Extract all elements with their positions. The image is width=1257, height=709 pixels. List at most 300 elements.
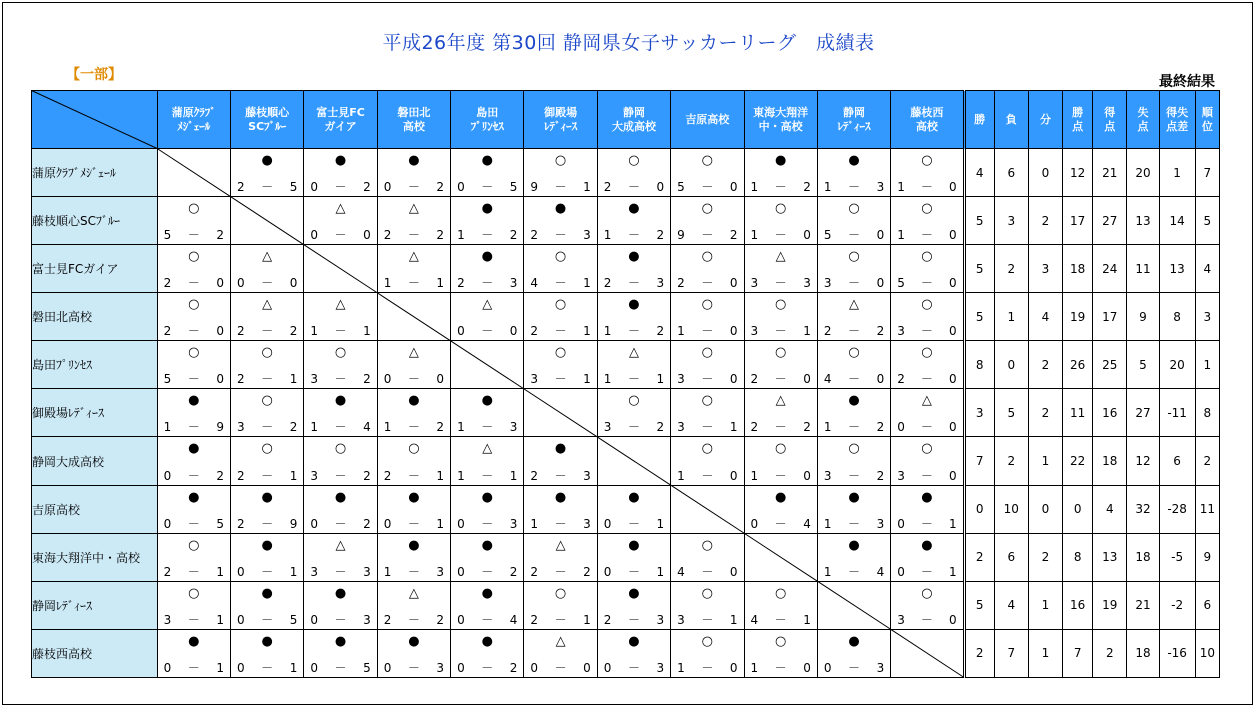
- match-score: [897, 420, 956, 434]
- team-header-line1: 吉原高校: [685, 112, 730, 126]
- stat-value-cell: 1: [1195, 341, 1219, 389]
- score-separator: －: [920, 276, 933, 291]
- match-score: [604, 613, 664, 627]
- result-mark-icon: ●: [554, 201, 567, 217]
- score-separator: －: [920, 516, 933, 531]
- match-result-cell: [230, 581, 303, 629]
- goals-against: 2: [216, 468, 224, 483]
- result-mark-icon: ○: [188, 297, 200, 313]
- goals-for: 2: [530, 324, 539, 339]
- score-separator: －: [334, 180, 347, 195]
- goals-for: 4: [530, 276, 539, 291]
- team-column-header: [524, 91, 597, 149]
- match-result-cell: [304, 149, 377, 197]
- goals-for: 0: [457, 180, 465, 195]
- goals-for: 4: [677, 564, 685, 579]
- match-result-cell: [671, 341, 744, 389]
- result-mark-icon: ○: [334, 441, 347, 457]
- stat-value-cell: 0: [1028, 149, 1062, 197]
- match-score: [604, 565, 664, 579]
- stat-header-line2: 点: [1137, 119, 1149, 133]
- result-mark-icon: △: [482, 297, 493, 313]
- goals-against: 2: [656, 324, 665, 339]
- match-score: [677, 613, 737, 627]
- match-score: [897, 228, 956, 242]
- goals-against: 0: [436, 372, 445, 387]
- score-separator: －: [481, 661, 494, 675]
- goals-against: 5: [509, 180, 518, 195]
- result-mark-icon: ○: [848, 201, 860, 217]
- result-mark-icon: ●: [628, 249, 640, 265]
- match-score: [310, 420, 370, 434]
- match-score: [384, 372, 444, 386]
- team-column-header: [377, 91, 450, 149]
- match-score: [164, 228, 224, 242]
- stat-value-cell: 0: [1028, 485, 1062, 533]
- score-separator: －: [774, 516, 787, 531]
- match-score: [237, 469, 297, 483]
- result-mark-icon: ●: [481, 393, 493, 409]
- score-separator: －: [554, 276, 567, 291]
- result-mark-icon: ○: [701, 633, 713, 649]
- match-score: [164, 565, 224, 579]
- result-mark-icon: ●: [481, 201, 493, 217]
- stat-value-cell: 6: [994, 149, 1028, 197]
- goals-against: 2: [656, 420, 665, 435]
- match-score: [384, 565, 444, 579]
- result-mark-icon: ●: [554, 489, 567, 505]
- result-mark-icon: ○: [848, 345, 860, 361]
- score-separator: －: [627, 228, 640, 243]
- match-result-cell: [597, 389, 670, 437]
- goals-for: 2: [457, 276, 465, 291]
- self-match-cell: [597, 437, 670, 485]
- goals-against: 5: [289, 612, 298, 627]
- score-separator: －: [554, 661, 567, 675]
- goals-against: 3: [656, 276, 665, 291]
- goals-against: 0: [948, 372, 957, 387]
- match-result-cell: [671, 197, 744, 245]
- match-result-cell: [304, 437, 377, 485]
- stat-value-cell: 9: [1127, 293, 1159, 341]
- goals-for: 0: [163, 516, 172, 531]
- match-score: [751, 276, 811, 290]
- match-score: [164, 276, 224, 290]
- stat-value-cell: 7: [994, 629, 1028, 677]
- stat-value-cell: 14: [1159, 197, 1195, 245]
- result-mark-icon: ○: [775, 297, 787, 313]
- goals-against: 0: [948, 612, 957, 627]
- score-separator: －: [481, 564, 494, 579]
- row-team-name: 島田ﾌﾟﾘﾝｾｽ: [32, 341, 158, 389]
- stat-value-cell: 4: [1093, 485, 1127, 533]
- score-separator: －: [701, 276, 714, 291]
- goals-for: 3: [677, 612, 685, 627]
- score-separator: －: [554, 372, 567, 387]
- match-score: [310, 228, 370, 242]
- match-result-cell: [230, 485, 303, 533]
- team-column-header: [597, 91, 670, 149]
- score-separator: －: [627, 180, 640, 195]
- stat-value-cell: 1: [1159, 149, 1195, 197]
- goals-for: 0: [383, 180, 392, 195]
- score-separator: －: [187, 372, 200, 387]
- match-score: [677, 180, 737, 194]
- match-score: [530, 517, 590, 531]
- table-row: [32, 245, 1220, 293]
- match-score: [751, 180, 811, 194]
- stat-value-cell: 7: [1195, 149, 1219, 197]
- self-match-cell: [451, 341, 524, 389]
- stat-column-header: [1159, 91, 1195, 149]
- goals-for: 1: [823, 564, 832, 579]
- score-separator: －: [407, 372, 420, 387]
- score-separator: －: [187, 612, 200, 627]
- goals-against: 2: [876, 324, 885, 339]
- goals-against: 3: [509, 420, 518, 435]
- match-score: [751, 420, 811, 434]
- result-mark-icon: ●: [188, 633, 200, 649]
- result-mark-icon: ○: [261, 441, 273, 457]
- score-separator: －: [701, 372, 714, 387]
- score-separator: －: [554, 564, 567, 579]
- goals-against: 1: [289, 468, 298, 483]
- stat-value-cell: 2: [994, 437, 1028, 485]
- result-mark-icon: ○: [848, 441, 860, 457]
- goals-against: 2: [436, 228, 445, 243]
- goals-against: 0: [729, 564, 738, 579]
- score-separator: －: [187, 228, 200, 243]
- score-separator: －: [481, 612, 494, 627]
- result-mark-icon: ○: [921, 297, 933, 313]
- match-result-cell: [230, 149, 303, 197]
- result-mark-icon: ●: [188, 489, 200, 505]
- goals-for: 0: [383, 372, 392, 387]
- match-score: [751, 372, 811, 386]
- goals-for: 0: [897, 564, 905, 579]
- match-score: [677, 276, 737, 290]
- team-header-line1: 東海大翔洋: [753, 105, 809, 119]
- row-team-name: 藤枝順心SCﾌﾞﾙｰ: [32, 197, 158, 245]
- match-result-cell: [157, 581, 230, 629]
- match-result-cell: [157, 629, 230, 677]
- match-score: [751, 469, 811, 483]
- match-result-cell: [524, 149, 597, 197]
- result-mark-icon: ○: [701, 249, 713, 265]
- result-mark-icon: △: [408, 201, 419, 217]
- match-score: [751, 228, 811, 242]
- result-mark-icon: △: [335, 201, 346, 217]
- goals-for: 1: [457, 228, 465, 243]
- result-mark-icon: ○: [848, 249, 860, 265]
- goals-against: 3: [509, 516, 518, 531]
- team-column-header: [304, 91, 377, 149]
- result-mark-icon: ●: [408, 153, 420, 168]
- goals-for: 1: [163, 420, 172, 435]
- score-separator: －: [407, 420, 420, 435]
- team-header-line2: ﾚﾃﾞｨｰｽ: [544, 119, 578, 133]
- score-separator: －: [481, 228, 494, 243]
- stat-value-cell: 11: [1063, 389, 1093, 437]
- result-mark-icon: ●: [628, 489, 640, 505]
- goals-against: 5: [216, 516, 224, 531]
- score-separator: －: [554, 516, 567, 531]
- score-separator: －: [187, 661, 200, 675]
- result-mark-icon: ○: [775, 585, 787, 601]
- stat-value-cell: 2: [964, 533, 994, 581]
- score-separator: －: [334, 516, 347, 531]
- match-result-cell: [744, 341, 817, 389]
- goals-against: 2: [509, 228, 518, 243]
- match-result-cell: [671, 437, 744, 485]
- stat-header-line1: 順: [1201, 105, 1213, 119]
- goals-against: 3: [583, 516, 591, 531]
- result-mark-icon: ○: [554, 585, 567, 601]
- goals-against: 3: [509, 276, 518, 291]
- stat-value-cell: 21: [1127, 581, 1159, 629]
- score-separator: －: [261, 372, 274, 387]
- self-match-cell: [744, 533, 817, 581]
- result-mark-icon: ●: [334, 393, 347, 409]
- stat-value-cell: 0: [994, 341, 1028, 389]
- score-separator: －: [261, 276, 274, 291]
- goals-for: 1: [457, 420, 465, 435]
- self-match-cell: [524, 389, 597, 437]
- goals-against: 0: [948, 276, 957, 291]
- match-result-cell: [524, 629, 597, 677]
- stat-value-cell: 12: [1127, 437, 1159, 485]
- match-result-cell: [671, 581, 744, 629]
- score-separator: －: [407, 612, 420, 627]
- goals-against: 2: [803, 180, 811, 195]
- stat-value-cell: 2: [1028, 389, 1062, 437]
- score-separator: －: [261, 516, 274, 531]
- match-result-cell: [451, 437, 524, 485]
- match-result-cell: [377, 197, 450, 245]
- row-team-name: 磐田北高校: [32, 293, 158, 341]
- stat-header-line2: 点: [1104, 119, 1116, 133]
- score-separator: －: [261, 324, 274, 339]
- match-result-cell: [891, 437, 964, 485]
- goals-for: 1: [677, 468, 685, 483]
- match-score: [164, 661, 224, 675]
- stat-value-cell: 2: [994, 245, 1028, 293]
- table-row: [32, 533, 1220, 581]
- goals-for: 1: [310, 420, 318, 435]
- goals-for: 0: [310, 180, 318, 195]
- stat-value-cell: 8: [964, 341, 994, 389]
- result-mark-icon: ●: [628, 297, 640, 313]
- result-mark-icon: ●: [775, 489, 787, 505]
- self-match-cell: [157, 149, 230, 197]
- score-separator: －: [481, 324, 494, 339]
- match-result-cell: [891, 293, 964, 341]
- match-result-cell: [451, 533, 524, 581]
- match-result-cell: [597, 149, 670, 197]
- stat-value-cell: 2: [1093, 629, 1127, 677]
- result-mark-icon: ○: [701, 153, 713, 168]
- league-table-container: [31, 90, 1220, 678]
- match-result-cell: [157, 485, 230, 533]
- result-mark-icon: ●: [921, 537, 933, 553]
- stat-value-cell: 7: [1063, 629, 1093, 677]
- result-mark-icon: ●: [408, 537, 420, 553]
- goals-for: 2: [530, 564, 539, 579]
- score-separator: －: [481, 468, 494, 483]
- score-separator: －: [920, 180, 933, 195]
- goals-for: 0: [236, 661, 245, 675]
- match-result-cell: [891, 197, 964, 245]
- score-separator: －: [627, 324, 640, 339]
- score-separator: －: [554, 468, 567, 483]
- goals-against: 2: [876, 420, 885, 435]
- match-score: [604, 661, 664, 675]
- goals-for: 2: [383, 612, 392, 627]
- stat-value-cell: 3: [964, 389, 994, 437]
- goals-for: 2: [163, 276, 172, 291]
- match-score: [384, 613, 444, 627]
- match-score: [384, 180, 444, 194]
- goals-for: 2: [530, 612, 539, 627]
- goals-for: 0: [823, 661, 832, 675]
- result-mark-icon: △: [628, 345, 639, 361]
- result-mark-icon: ●: [334, 585, 347, 601]
- match-result-cell: [304, 293, 377, 341]
- result-mark-icon: △: [408, 345, 419, 361]
- stat-value-cell: 1: [1028, 629, 1062, 677]
- goals-for: 3: [310, 372, 318, 387]
- stat-value-cell: 10: [1195, 629, 1219, 677]
- result-mark-icon: ●: [188, 393, 200, 409]
- result-mark-icon: ○: [188, 537, 200, 553]
- match-result-cell: [377, 149, 450, 197]
- result-mark-icon: ○: [701, 585, 713, 601]
- goals-against: 1: [289, 661, 298, 675]
- stat-value-cell: 22: [1063, 437, 1093, 485]
- match-score: [530, 661, 590, 675]
- table-row: [32, 389, 1220, 437]
- match-result-cell: [157, 533, 230, 581]
- goals-against: 2: [363, 180, 371, 195]
- match-score: [457, 565, 517, 579]
- result-mark-icon: ●: [261, 537, 273, 553]
- goals-against: 3: [656, 612, 665, 627]
- goals-for: 1: [823, 516, 832, 531]
- match-score: [237, 324, 297, 338]
- stat-value-cell: 5: [1195, 197, 1219, 245]
- match-result-cell: [671, 533, 744, 581]
- match-score: [237, 517, 297, 531]
- result-mark-icon: △: [262, 297, 273, 313]
- goals-against: 2: [803, 420, 811, 435]
- goals-against: 2: [216, 228, 224, 243]
- goals-for: 0: [236, 564, 245, 579]
- goals-for: 1: [750, 180, 759, 195]
- team-header-line2: 中・高校: [758, 119, 803, 133]
- match-score: [604, 324, 664, 338]
- match-result-cell: [891, 485, 964, 533]
- match-result-cell: [891, 149, 964, 197]
- score-separator: －: [407, 661, 420, 675]
- match-result-cell: [524, 293, 597, 341]
- goals-against: 1: [289, 372, 298, 387]
- stat-value-cell: 0: [964, 485, 994, 533]
- stat-header-line1: 得失: [1166, 105, 1189, 119]
- stat-value-cell: 3: [1195, 293, 1219, 341]
- goals-against: 3: [363, 612, 371, 627]
- result-mark-icon: ●: [628, 201, 640, 217]
- result-mark-icon: ○: [775, 441, 787, 457]
- goals-for: 0: [457, 661, 465, 675]
- goals-for: 0: [310, 228, 318, 243]
- stat-value-cell: 16: [1063, 581, 1093, 629]
- stat-value-cell: 2: [1028, 533, 1062, 581]
- team-header-line1: 御殿場: [544, 105, 578, 119]
- result-mark-icon: ○: [921, 345, 933, 361]
- goals-against: 0: [803, 228, 811, 243]
- result-mark-icon: ○: [921, 441, 933, 457]
- goals-for: 5: [897, 276, 905, 291]
- match-result-cell: [304, 581, 377, 629]
- goals-for: 3: [750, 324, 759, 339]
- match-score: [457, 228, 517, 242]
- match-score: [897, 613, 956, 627]
- stat-value-cell: 4: [994, 581, 1028, 629]
- match-score: [457, 324, 517, 338]
- goals-for: 5: [823, 228, 832, 243]
- match-score: [604, 517, 664, 531]
- match-score: [824, 324, 884, 338]
- match-result-cell: [157, 341, 230, 389]
- stat-header-line2: 点差: [1166, 119, 1189, 133]
- stat-value-cell: 5: [964, 293, 994, 341]
- score-separator: －: [261, 180, 274, 195]
- score-separator: －: [701, 228, 714, 243]
- result-mark-icon: ●: [921, 489, 933, 505]
- match-score: [824, 180, 884, 194]
- score-separator: －: [701, 612, 714, 627]
- score-separator: －: [774, 372, 787, 387]
- score-separator: －: [627, 564, 640, 579]
- match-score: [310, 613, 370, 627]
- stat-value-cell: 25: [1093, 341, 1127, 389]
- result-mark-icon: ○: [188, 585, 200, 601]
- goals-against: 0: [948, 420, 957, 435]
- team-header-line1: 藤枝順心: [245, 105, 290, 119]
- team-column-header: [230, 91, 303, 149]
- match-result-cell: [597, 245, 670, 293]
- table-row: [32, 581, 1220, 629]
- goals-for: 0: [603, 661, 612, 675]
- goals-against: 0: [948, 228, 957, 243]
- score-separator: －: [701, 420, 714, 435]
- goals-for: 0: [603, 516, 612, 531]
- match-result-cell: [597, 293, 670, 341]
- team-header-line2: ﾌﾟﾘﾝｾｽ: [470, 119, 504, 133]
- stat-header-line1: 負: [1005, 112, 1017, 126]
- score-separator: －: [701, 180, 714, 195]
- match-score: [824, 469, 884, 483]
- score-separator: －: [774, 661, 787, 675]
- match-score: [751, 613, 811, 627]
- goals-against: 0: [216, 324, 224, 339]
- match-result-cell: [377, 437, 450, 485]
- match-score: [310, 180, 370, 194]
- goals-against: 2: [876, 468, 885, 483]
- result-mark-icon: △: [555, 537, 566, 553]
- score-separator: －: [627, 420, 640, 435]
- match-result-cell: [451, 149, 524, 197]
